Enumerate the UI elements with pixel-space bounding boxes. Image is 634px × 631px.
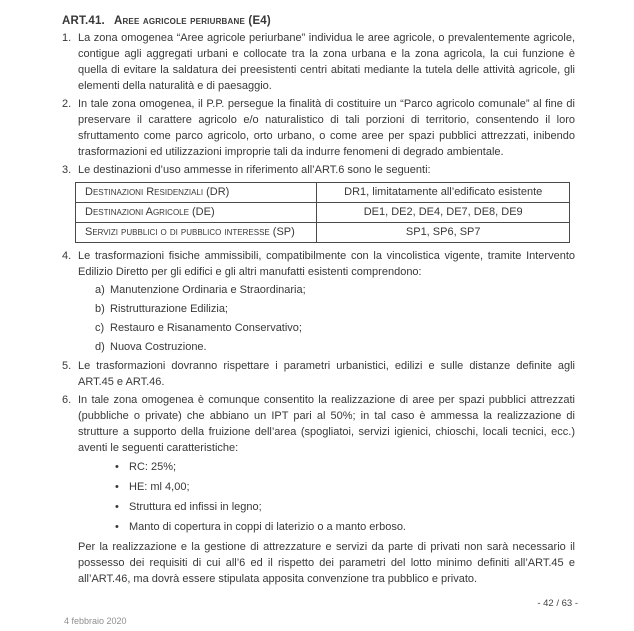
list-item-2 [62, 96, 575, 160]
list-item-3 [62, 162, 575, 178]
destination-label-de: Destinazioni Agricole (DE) [76, 203, 317, 223]
destination-label-sp: Servizi pubblici o di pubblico interesse (SP) [76, 223, 317, 243]
bullet-icon: • [115, 501, 119, 513]
list-item-1-text: La zona omogenea “Aree agricole periurbane” individua le aree agricole, o prevalentemente agricole, contigue agli aggregati urbani e collocate tra la zona urbana e la zona agricola, la cui funzione è quella di evitare la saldatura dei preesistenti centri abitati mediante la tutela delle attività agricole, gli elementi della naturalità e di paesaggio. [78, 32, 575, 92]
page-number: - 42 / 63 - [537, 598, 578, 609]
list-item-5-text: Le trasformazioni dovranno rispettare i parametri urbanistici, edilizi e sulle distanze definite agli ART.45 e ART.46. [78, 360, 575, 388]
document-page [62, 13, 575, 587]
bullet-item-struttura-text: Struttura ed infissi in legno; [129, 501, 262, 513]
sublist-item-b [95, 301, 575, 317]
sublist-item-c-text: Restauro e Risanamento Conservativo; [110, 322, 302, 334]
list-item-6-text: In tale zona omogenea è comunque consentito la realizzazione di aree per spazi pubblici attrezzati (pubbliche o private) che abbiano un IPT pari al 50%; in tal caso è ammessa la realizzazione di strutture a supporto della fruizione dell’area (spogliatoi, servizi igienici, chioschi, locali tecnici, ecc.) aventi le seguenti caratteristiche: [78, 394, 575, 454]
table-row-residenziali [76, 183, 570, 203]
bullet-item-rc-text: RC: 25%; [129, 461, 177, 473]
bullet-item-rc [115, 459, 575, 475]
bullet-item-he-text: HE: ml 4,00; [129, 481, 190, 493]
bullet-item-manto-text: Manto di copertura in coppi di laterizio o a manto erboso. [129, 521, 406, 533]
sublist-item-a-letter: a) [95, 284, 105, 296]
article-number: ART.41. [62, 15, 105, 27]
sublist-item-c-letter: c) [95, 322, 105, 334]
list-item-2-number: 2. [62, 98, 72, 110]
list-item-4-text: Le trasformazioni fisiche ammissibili, compatibilmente con la vincolistica vigente, tramite Intervento Edilizio Diretto per gli edifici e gli altri manufatti esistenti comprendono: [78, 250, 575, 278]
article-title: Aree agricole periurbane (E4) [113, 15, 271, 27]
list-item-2-text: In tale zona omogenea, il P.P. persegue la finalità di costituire un “Parco agricolo comunale” al fine di preservare il carattere agricolo e/o naturalistico di tali porzioni di territorio, consentendo il loro sfruttamento come parco agricolo, orto urbano, o come aree per spazi pubblici attrezzati, inibendo trasformazioni ed utilizzazioni improprie tali da indurre fenomeni di degrado ambientale. [78, 98, 575, 158]
list-item-5-number: 5. [62, 360, 72, 372]
sublist-item-c [95, 320, 575, 336]
article-heading [62, 13, 575, 29]
list-item-6 [62, 392, 575, 456]
bullet-item-he [115, 479, 575, 495]
bullet-item-struttura [115, 499, 575, 515]
sublist-item-d [95, 339, 575, 355]
list-item-6-number: 6. [62, 394, 72, 406]
characteristics-bullet-list [115, 459, 575, 535]
table-row-agricole [76, 203, 570, 223]
list-item-4 [62, 248, 575, 280]
list-item-1-number: 1. [62, 32, 72, 44]
sublist-item-a [95, 282, 575, 298]
sublist-item-d-text: Nuova Costruzione. [110, 341, 207, 353]
destination-value-dr: DR1, limitatamente all’edificato esistente [317, 183, 570, 203]
list-item-5 [62, 358, 575, 390]
bullet-icon: • [115, 461, 119, 473]
sublist-item-a-text: Manutenzione Ordinaria e Straordinaria; [110, 284, 306, 296]
list-item-4-number: 4. [62, 250, 72, 262]
destinations-table [75, 182, 570, 243]
document-date: 4 febbraio 2020 [64, 616, 127, 626]
list-item-3-number: 3. [62, 164, 72, 176]
list-item-3-text: Le destinazioni d’uso ammesse in riferimento all’ART.6 sono le seguenti: [78, 164, 431, 176]
bullet-item-manto [115, 519, 575, 535]
bullet-icon: • [115, 481, 119, 493]
closing-paragraph: Per la realizzazione e la gestione di attrezzature e servizi da parte di privati non sarà necessario il possesso dei requisiti di cui all’6 ed il rispetto dei parametri del lotto minimo definiti all’ART.45 e all’ART.46, ma dovrà essere stipulata apposita convenzione tra pubblico e privato. [78, 541, 575, 585]
lettered-sublist [95, 282, 575, 355]
sublist-item-d-letter: d) [95, 341, 105, 353]
sublist-item-b-letter: b) [95, 303, 105, 315]
destination-label-dr: Destinazioni Residenziali (DR) [76, 183, 317, 203]
bullet-icon: • [115, 521, 119, 533]
sublist-item-b-text: Ristrutturazione Edilizia; [110, 303, 228, 315]
list-item-1 [62, 30, 575, 94]
destination-value-de: DE1, DE2, DE4, DE7, DE8, DE9 [317, 203, 570, 223]
table-row-servizi-pubblici [76, 223, 570, 243]
destination-value-sp: SP1, SP6, SP7 [317, 223, 570, 243]
